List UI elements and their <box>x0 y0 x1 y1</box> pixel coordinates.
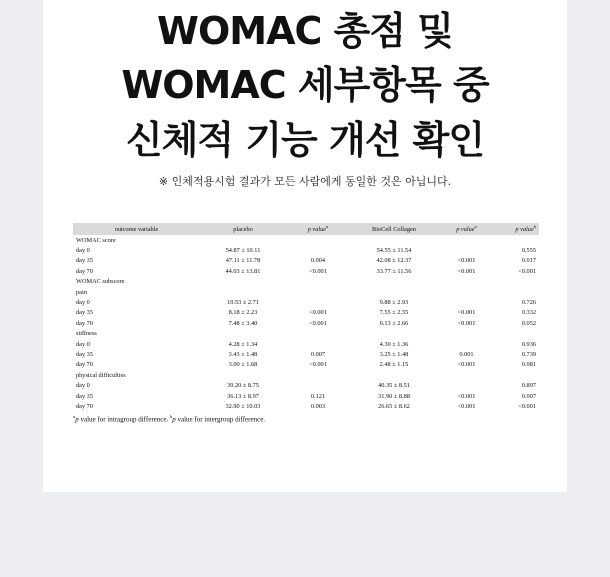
table-row <box>73 308 539 318</box>
header-p-label: p value <box>307 226 327 234</box>
table-row <box>73 380 539 390</box>
cell-variable: WOMAC score <box>76 236 116 244</box>
headline-line-3: 신체적 기능 개선 확인 <box>125 118 485 162</box>
table-row <box>73 235 539 245</box>
cell-variable: day 0 <box>76 382 90 390</box>
table-row <box>73 370 539 380</box>
cell-variable: day 35 <box>76 350 93 358</box>
cell-placebo: 4.28 ± 1.34 <box>228 340 258 348</box>
table-row <box>73 256 539 266</box>
footnote-p-b: p <box>172 415 176 424</box>
cell-p-intra-placebo <box>286 287 350 297</box>
cell-p-inter: <0.001 <box>518 267 536 275</box>
cell-p-inter: 0.332 <box>521 309 536 317</box>
header-p-value-intra-placebo <box>286 223 350 235</box>
cell-p-intra-biocell: <0.001 <box>457 257 476 265</box>
cell-p-intra-placebo <box>286 297 350 307</box>
header-sup-a: a <box>474 224 477 230</box>
cell-p-intra-biocell: 0.001 <box>459 350 474 358</box>
cell-placebo: 10.53 ± 2.71 <box>227 299 259 307</box>
cell-variable: day 70 <box>76 402 93 410</box>
cell-variable: pain <box>76 288 87 296</box>
cell-placebo: 36.13 ± 8.97 <box>227 392 259 400</box>
cell-placebo <box>200 329 286 339</box>
cell-biocell: 40.35 ± 8.51 <box>378 382 410 390</box>
footnote-p-a: p <box>75 415 79 424</box>
cell-biocell: 26.65 ± 8.62 <box>378 402 410 410</box>
cell-biocell: 2.48 ± 1.15 <box>379 361 409 369</box>
cell-placebo: 3.43 ± 1.48 <box>228 350 258 358</box>
cell-variable: stiffness <box>76 330 97 338</box>
cell-p-inter: <0.001 <box>518 402 536 410</box>
table-row <box>73 360 539 370</box>
table-body <box>73 235 539 412</box>
cell-p-inter: 0.897 <box>521 382 536 390</box>
cell-placebo: 7.48 ± 3.40 <box>228 319 258 327</box>
cell-biocell: 9.88 ± 2.93 <box>379 299 409 307</box>
cell-biocell <box>350 329 438 339</box>
header-p-value-intra-biocell <box>438 223 495 235</box>
cell-p-inter <box>495 277 539 287</box>
table-row <box>73 287 539 297</box>
cell-placebo: 8.18 ± 2.23 <box>228 309 258 317</box>
results-table <box>73 223 539 412</box>
cell-placebo: 54.87 ± 10.11 <box>225 247 261 255</box>
cell-p-intra-placebo: <0.001 <box>309 319 327 327</box>
cell-p-inter <box>495 287 539 297</box>
cell-biocell <box>350 370 438 380</box>
cell-biocell: 3.25 ± 1.48 <box>379 350 409 358</box>
cell-p-intra-placebo <box>286 370 350 380</box>
table-row <box>73 245 539 255</box>
cell-p-inter <box>495 235 539 245</box>
cell-p-intra-biocell <box>438 297 495 307</box>
cell-variable: day 0 <box>76 247 90 255</box>
table-footnote <box>73 414 265 423</box>
cell-p-intra-placebo: <0.001 <box>309 267 327 275</box>
cell-p-inter: 0.555 <box>521 247 536 255</box>
cell-p-intra-biocell: <0.001 <box>457 392 476 400</box>
footnote-text-a: value for intragroup difference. <box>78 415 170 424</box>
table-row <box>73 391 539 401</box>
cell-p-intra-biocell <box>438 380 495 390</box>
cell-p-intra-placebo <box>286 277 350 287</box>
header-p-label: p value <box>515 226 534 234</box>
cell-biocell: 54.55 ± 11.54 <box>376 247 412 255</box>
cell-p-inter: 0.726 <box>521 299 536 307</box>
cell-biocell <box>350 235 438 245</box>
footnote-mark-b: b <box>169 414 173 419</box>
cell-placebo: 47.11 ± 11.78 <box>225 257 261 265</box>
cell-p-intra-placebo: <0.001 <box>309 309 327 317</box>
cell-variable: day 0 <box>76 340 90 348</box>
cell-biocell <box>350 287 438 297</box>
cell-p-intra-placebo: 0.121 <box>310 392 326 400</box>
cell-biocell: 7.55 ± 2.55 <box>379 309 409 317</box>
cell-placebo: 39.20 ± 8.75 <box>227 382 259 390</box>
cell-variable: day 35 <box>76 257 93 265</box>
footnote-text-b: value for intergroup difference. <box>175 415 266 424</box>
cell-p-intra-biocell: <0.001 <box>457 361 476 369</box>
cell-p-intra-biocell: <0.001 <box>457 267 476 275</box>
cell-p-intra-placebo: 0.004 <box>310 257 326 265</box>
disclaimer-note: ※ 인체적용시험 결과가 모든 사람에게 동일한 것은 아닙니다. <box>158 175 452 188</box>
table-row <box>73 318 539 328</box>
headline-line-2: WOMAC 세부항목 중 <box>121 63 489 107</box>
cell-placebo: 3.00 ± 1.68 <box>228 361 258 369</box>
cell-p-inter: 0.739 <box>521 350 536 358</box>
table-row <box>73 401 539 411</box>
cell-p-intra-placebo: 0.007 <box>310 350 326 358</box>
table-header-row <box>73 223 539 235</box>
cell-biocell <box>350 277 438 287</box>
cell-biocell: 6.13 ± 2.66 <box>379 319 409 327</box>
cell-placebo <box>200 277 286 287</box>
cell-biocell: 33.77 ± 11.56 <box>376 267 412 275</box>
cell-p-intra-placebo <box>286 339 350 349</box>
table-row <box>73 329 539 339</box>
cell-p-inter: 0.081 <box>521 361 536 369</box>
cell-variable: day 35 <box>76 392 93 400</box>
table-row <box>73 349 539 359</box>
cell-p-intra-biocell <box>438 339 495 349</box>
cell-variable: day 70 <box>76 267 93 275</box>
cell-placebo <box>200 287 286 297</box>
cell-p-inter: 0.007 <box>521 392 536 400</box>
cell-variable: physical difficulties <box>76 371 126 379</box>
header-outcome-variable: outcome variable <box>73 223 200 235</box>
content-card <box>43 0 567 492</box>
table-row <box>73 339 539 349</box>
cell-p-intra-placebo: <0.001 <box>309 361 327 369</box>
header-p-label: p value <box>456 226 475 234</box>
cell-p-intra-biocell: <0.001 <box>457 402 476 410</box>
cell-p-inter <box>495 329 539 339</box>
cell-p-intra-biocell <box>438 287 495 297</box>
cell-placebo <box>200 370 286 380</box>
cell-p-intra-placebo <box>286 235 350 245</box>
cell-variable: day 70 <box>76 319 93 327</box>
cell-p-intra-biocell <box>438 277 495 287</box>
cell-p-intra-placebo <box>286 380 350 390</box>
cell-biocell: 31.90 ± 8.88 <box>378 392 410 400</box>
cell-p-intra-biocell <box>438 370 495 380</box>
cell-placebo: 32.90 ± 10.03 <box>225 402 261 410</box>
cell-biocell: 4.30 ± 1.36 <box>379 340 409 348</box>
table-row <box>73 266 539 276</box>
table-row <box>73 297 539 307</box>
cell-variable: day 70 <box>76 361 93 369</box>
cell-p-intra-biocell: <0.001 <box>457 309 476 317</box>
cell-biocell: 42.08 ± 12.37 <box>376 257 412 265</box>
header-p-value-inter <box>495 223 539 235</box>
footnote-mark-a: a <box>73 414 76 419</box>
header-sup-a: a <box>326 224 329 230</box>
cell-p-inter <box>495 370 539 380</box>
cell-p-intra-biocell <box>438 329 495 339</box>
cell-p-intra-biocell <box>438 245 495 255</box>
cell-p-intra-placebo: 0.003 <box>310 402 326 410</box>
cell-p-intra-biocell <box>438 235 495 245</box>
header-sup-b: b <box>533 224 536 230</box>
table-row <box>73 277 539 287</box>
header-placebo: placebo <box>200 223 286 235</box>
cell-p-intra-biocell: <0.001 <box>457 319 476 327</box>
headline-line-1: WOMAC 총점 및 <box>157 9 453 53</box>
header-biocell-collagen: BioCell Collagen <box>350 223 438 235</box>
cell-variable: day 0 <box>76 299 90 307</box>
cell-placebo <box>200 235 286 245</box>
cell-variable: day 35 <box>76 309 93 317</box>
cell-p-inter: 0.017 <box>521 257 536 265</box>
cell-placebo: 44.03 ± 13.81 <box>225 267 261 275</box>
cell-p-intra-placebo <box>286 245 350 255</box>
cell-variable: WOMAC subscore <box>76 278 125 286</box>
cell-p-intra-placebo <box>286 329 350 339</box>
cell-p-inter: 0.936 <box>521 340 536 348</box>
cell-p-inter: 0.052 <box>521 319 536 327</box>
